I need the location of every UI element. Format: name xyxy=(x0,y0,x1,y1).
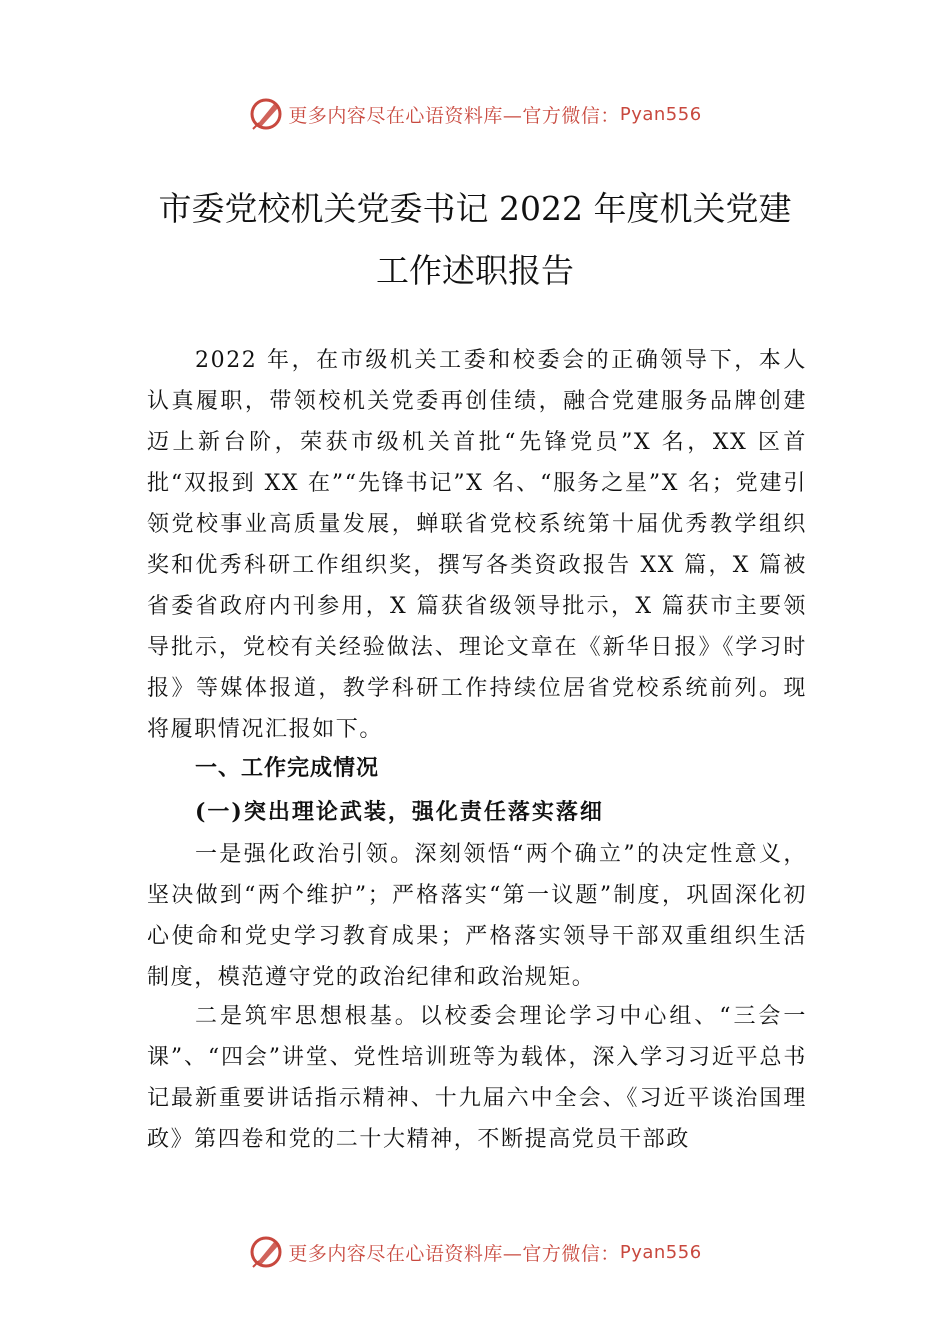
document-title-line2: 工作述职报告 xyxy=(376,251,574,290)
subsection-heading: (一)突出理论武装，强化责任落实落细 xyxy=(195,799,604,825)
watermark-text: 更多内容尽在心语资料库—官方微信： xyxy=(288,104,620,127)
header-watermark xyxy=(0,94,950,134)
watermark-text: 更多内容尽在心语资料库—官方微信： xyxy=(288,1242,620,1265)
quill-logo-icon xyxy=(248,96,284,132)
body-paragraph-one: 一是强化政治引领。深刻领悟“两个确立”的决定性意义，坚决做到“两个维护”；严格落实“第一议题”制度，巩固深化初心使命和党史学习教育成果；严格落实领导干部双重组织生活制度，模范遵守党的政治纪律和政治规矩。 xyxy=(147,842,807,990)
intro-paragraph: 2022 年，在市级机关工委和校委会的正确领导下，本人认真履职，带领校机关党委再创佳绩，融合党建服务品牌创建迈上新台阶，荣获市级机关首批“先锋党员”X 名，XX 区首批“双报到 XX 在”“先锋书记”X 名、“服务之星”X 名；党建引领党校事业高质量发展，蝉联省党校系统第十届优秀教学组织奖和优秀科研工作组织奖，撰写各类资政报告 XX 篇，X 篇被省委省政府内刊参用，X 篇获省级领导批示，X 篇获市主要领导批示，党校有关经验做法、理论文章在《新华日报》《学习时报》等媒体报道，教学科研工作持续位居省党校系统前列。现将履职情况汇报如下。 xyxy=(147,348,807,742)
section-heading: 一、工作完成情况 xyxy=(195,756,380,781)
footer-watermark xyxy=(0,1232,950,1272)
body-paragraph-two: 二是筑牢思想根基。以校委会理论学习中心组、“三会一课”、“四会”讲堂、党性培训班等为载体，深入学习习近平总书记最新重要讲话指示精神、十九届六中全会、《习近平谈治国理政》第四卷和党的二十大精神，不断提高党员干部政 xyxy=(147,1004,807,1152)
watermark-wechat-id: Pyan556 xyxy=(619,103,702,125)
document-title-line1: 市委党校机关党委书记 2022 年度机关党建 xyxy=(158,189,792,228)
watermark-wechat-id: Pyan556 xyxy=(619,1241,702,1263)
quill-logo-icon xyxy=(248,1234,284,1270)
